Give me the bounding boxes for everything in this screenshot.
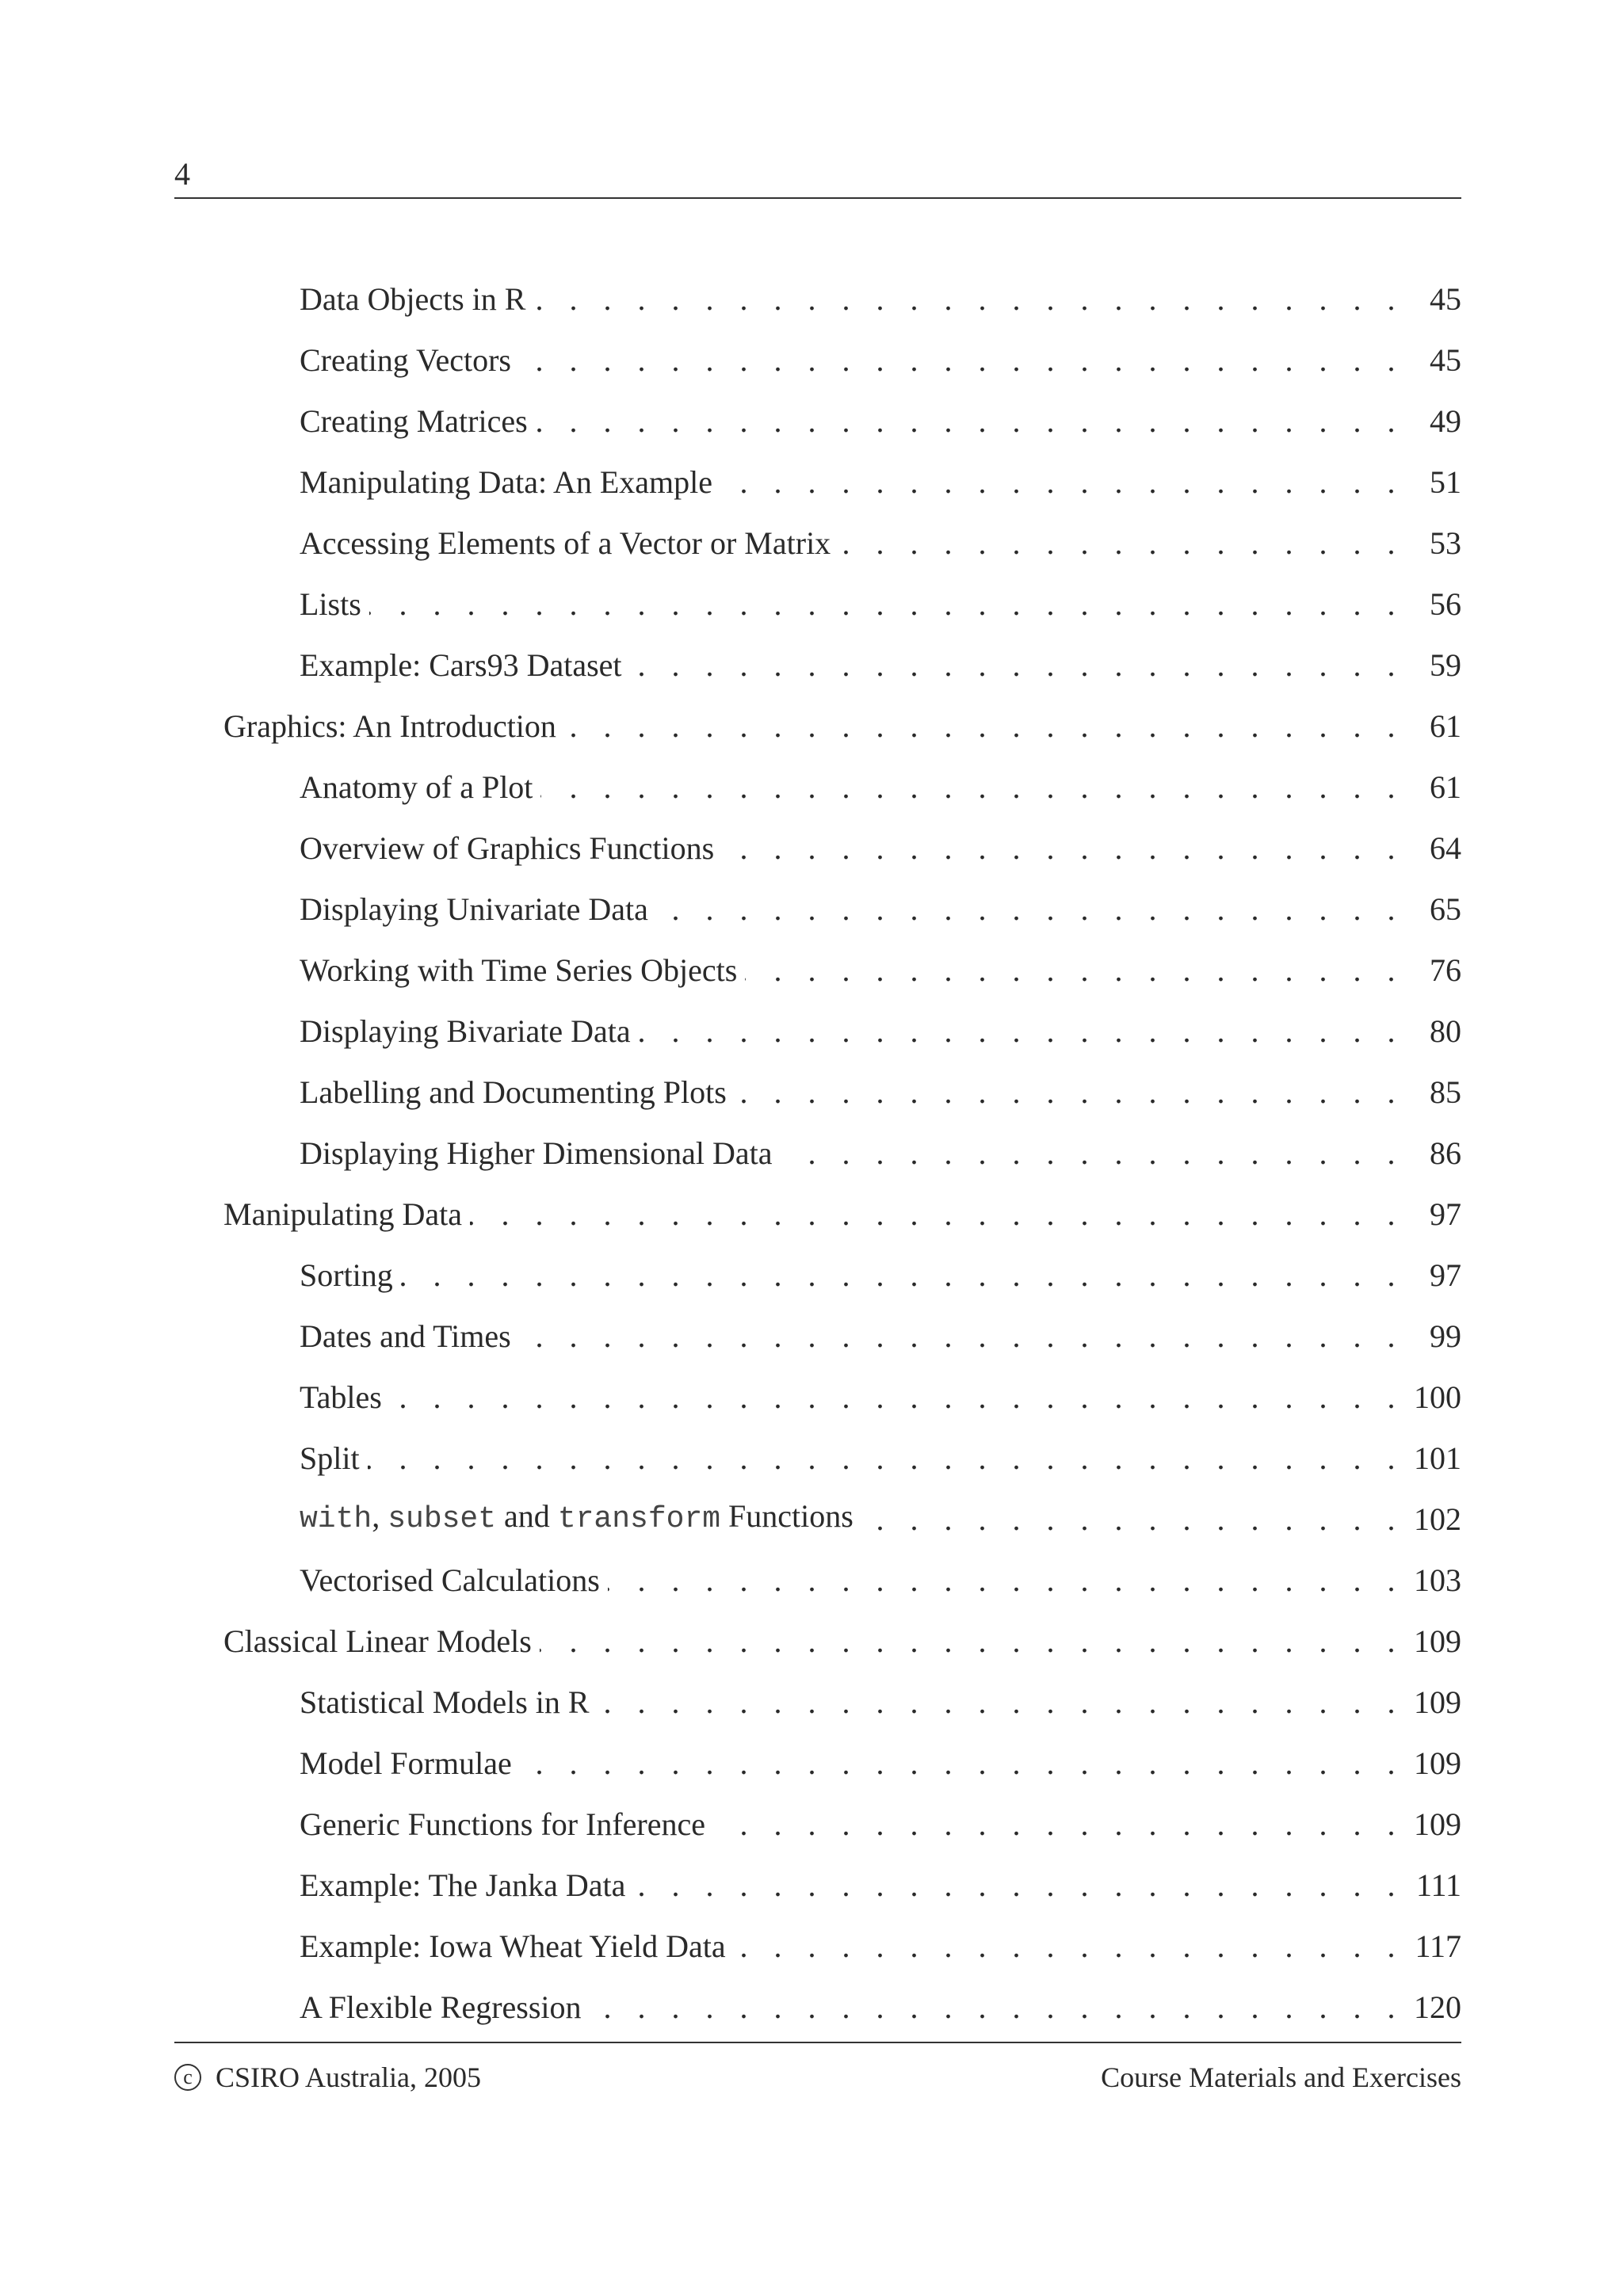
toc-entry-title: [300, 1684, 598, 1722]
title-text: Example: Cars93 Dataset: [300, 647, 622, 683]
title-text: Model Formulae: [300, 1745, 512, 1781]
toc-entry-title: [300, 1074, 735, 1112]
toc-entry[interactable]: [174, 746, 1461, 807]
title-text: Manipulating Data: An Example: [300, 464, 712, 500]
toc-leader-dots: [745, 952, 1404, 990]
toc-entry-title: [300, 1745, 520, 1783]
toc-entry-title: [223, 707, 564, 746]
title-text: Displaying Univariate Data: [300, 891, 648, 927]
title-text: Manipulating Data: [223, 1196, 463, 1232]
title-text: Vectorised Calculations: [300, 1562, 600, 1598]
toc-entry-title: [223, 1196, 470, 1234]
toc-entry[interactable]: [174, 1600, 1461, 1661]
toc-entry-title: [300, 1867, 633, 1905]
toc-leader-dots: [722, 830, 1404, 868]
toc-page-number: 86: [1430, 1135, 1461, 1171]
toc-entry-title: [300, 769, 540, 807]
toc-leader-dots: [656, 891, 1404, 929]
toc-leader-dots: [838, 524, 1404, 563]
toc-entry[interactable]: [174, 807, 1461, 868]
toc-leader-dots: [608, 1562, 1404, 1600]
toc-entry-title: [300, 1989, 590, 2027]
toc-entry[interactable]: [174, 685, 1461, 746]
toc-leader-dots: [536, 402, 1404, 441]
toc-leader-dots: [470, 1196, 1404, 1234]
title-text: Labelling and Documenting Plots: [300, 1074, 727, 1110]
toc-page-number: 100: [1414, 1379, 1461, 1415]
footer-copyright: [174, 2058, 481, 2096]
toc-page-number: 59: [1430, 647, 1461, 683]
toc-entry-title: [300, 1318, 519, 1356]
title-text: Functions: [720, 1498, 854, 1534]
toc-leader-dots: [564, 707, 1404, 746]
title-text: Lists: [300, 586, 361, 622]
toc-entry[interactable]: [174, 1844, 1461, 1905]
toc-entry-title: [300, 1562, 608, 1600]
toc-entry[interactable]: [174, 1661, 1461, 1722]
toc-entry-title: [300, 1379, 390, 1417]
toc-page-number: 103: [1414, 1562, 1461, 1598]
copyright-text: CSIRO Australia, 2005: [216, 2061, 482, 2093]
toc-leader-dots: [630, 646, 1404, 685]
title-text: Creating Matrices: [300, 403, 528, 439]
title-text: Accessing Elements of a Vector or Matrix: [300, 525, 831, 561]
toc-entry[interactable]: [174, 502, 1461, 563]
title-text: A Flexible Regression: [300, 1989, 582, 2025]
toc-page-number: 45: [1430, 342, 1461, 378]
toc-leader-dots: [520, 1745, 1404, 1783]
toc-entry[interactable]: [174, 1295, 1461, 1356]
toc-entry-title: [300, 830, 722, 868]
title-text: Working with Time Series Objects: [300, 952, 738, 988]
toc-entry-title: [300, 1257, 401, 1295]
toc-page-number: 45: [1430, 281, 1461, 317]
toc-entry[interactable]: [174, 441, 1461, 502]
toc-page-number: 61: [1430, 708, 1461, 744]
title-text: Split: [300, 1440, 360, 1476]
toc-entry[interactable]: [174, 1417, 1461, 1478]
toc-entry-title: [300, 891, 656, 929]
toc-leader-dots: [713, 1806, 1404, 1844]
title-text: Classical Linear Models: [223, 1623, 532, 1659]
toc-entry-title: [223, 1623, 540, 1661]
title-text: Tables: [300, 1379, 382, 1415]
toc-leader-dots: [390, 1379, 1404, 1417]
title-text: Overview of Graphics Functions: [300, 830, 715, 866]
title-text: and: [496, 1498, 558, 1534]
toc-leader-dots: [534, 280, 1405, 318]
toc-leader-dots: [720, 463, 1404, 502]
toc-page-number: 51: [1430, 464, 1461, 500]
toc-leader-dots: [781, 1135, 1404, 1173]
toc-page-number: 56: [1430, 586, 1461, 622]
toc-page-number: 109: [1414, 1806, 1461, 1842]
toc-entry[interactable]: [174, 1173, 1461, 1234]
toc-leader-dots: [633, 1867, 1404, 1905]
toc-entry-title: [300, 402, 536, 441]
toc-page-number: 109: [1414, 1623, 1461, 1659]
toc-leader-dots: [734, 1928, 1404, 1966]
toc-page-number: 101: [1414, 1440, 1461, 1476]
toc-entry[interactable]: [174, 1051, 1461, 1112]
toc-entry[interactable]: [174, 1539, 1461, 1600]
toc-leader-dots: [401, 1257, 1404, 1295]
toc-entry[interactable]: [174, 1905, 1461, 1966]
title-text: Data Objects in R: [300, 281, 526, 317]
toc-page-number: 61: [1430, 769, 1461, 805]
page-footer: [174, 2058, 1461, 2096]
toc-page-number: 64: [1430, 830, 1461, 866]
title-text: Generic Functions for Inference: [300, 1806, 705, 1842]
title-text: Sorting: [300, 1257, 393, 1293]
toc-entry[interactable]: [174, 1478, 1461, 1539]
toc-leader-dots: [735, 1074, 1404, 1112]
page-number: 4: [174, 156, 190, 192]
table-of-contents: [174, 257, 1461, 2027]
toc-entry[interactable]: [174, 1356, 1461, 1417]
toc-entry[interactable]: [174, 1783, 1461, 1844]
toc-leader-dots: [540, 1623, 1404, 1661]
toc-entry[interactable]: [174, 1966, 1461, 2027]
toc-entry[interactable]: [174, 379, 1461, 441]
toc-leader-dots: [519, 1318, 1404, 1356]
toc-entry[interactable]: [174, 624, 1461, 685]
toc-entry-title: [300, 585, 369, 624]
toc-entry-title: [300, 1013, 639, 1051]
toc-entry-title: [300, 463, 720, 502]
toc-page-number: 85: [1430, 1074, 1461, 1110]
title-text: Anatomy of a Plot: [300, 769, 533, 805]
title-text: ,: [372, 1498, 388, 1534]
toc-entry-title: [300, 952, 745, 990]
toc-entry[interactable]: [174, 990, 1461, 1051]
header-rule: [174, 197, 1461, 199]
title-text: Displaying Higher Dimensional Data: [300, 1135, 773, 1171]
copyright-icon: c: [174, 2064, 201, 2091]
toc-entry-title: [300, 646, 630, 685]
toc-leader-dots: [861, 1501, 1404, 1539]
title-text: Creating Vectors: [300, 342, 511, 378]
toc-page-number: 49: [1430, 403, 1461, 439]
toc-entry[interactable]: [174, 318, 1461, 379]
toc-entry[interactable]: [174, 257, 1461, 318]
toc-entry-title: [300, 524, 838, 563]
title-text: Dates and Times: [300, 1318, 511, 1354]
toc-entry[interactable]: [174, 1112, 1461, 1173]
toc-entry-title: [300, 341, 519, 379]
toc-page-number: 97: [1430, 1196, 1461, 1232]
toc-page-number: 109: [1414, 1745, 1461, 1781]
toc-page-number: 65: [1430, 891, 1461, 927]
title-text: Example: Iowa Wheat Yield Data: [300, 1928, 726, 1964]
toc-leader-dots: [590, 1989, 1404, 2027]
toc-page-number: 109: [1414, 1684, 1461, 1720]
toc-page-number: 97: [1430, 1257, 1461, 1293]
toc-leader-dots: [369, 585, 1404, 624]
toc-page-number: 111: [1415, 1867, 1461, 1903]
toc-page-number: 117: [1415, 1928, 1461, 1964]
toc-entry-title: [300, 1440, 368, 1478]
title-text: Statistical Models in R: [300, 1684, 590, 1720]
toc-leader-dots: [519, 341, 1404, 379]
toc-leader-dots: [639, 1013, 1404, 1051]
toc-leader-dots: [368, 1440, 1404, 1478]
toc-page-number: 99: [1430, 1318, 1461, 1354]
toc-entry[interactable]: [174, 563, 1461, 624]
toc-page-number: 53: [1430, 525, 1461, 561]
toc-page-number: 120: [1414, 1989, 1461, 2025]
code-term: transform: [557, 1502, 721, 1536]
toc-entry-title: [300, 280, 534, 318]
toc-page-number: 76: [1430, 952, 1461, 988]
toc-entry-title: [300, 1928, 734, 1966]
toc-entry[interactable]: [174, 1722, 1461, 1783]
code-term: with: [300, 1502, 372, 1536]
code-term: subset: [388, 1502, 497, 1536]
title-text: Graphics: An Introduction: [223, 708, 556, 744]
toc-page-number: 102: [1414, 1501, 1461, 1537]
toc-entry[interactable]: [174, 1234, 1461, 1295]
toc-page-number: 80: [1430, 1013, 1461, 1049]
toc-leader-dots: [598, 1684, 1404, 1722]
toc-entry-title: [300, 1806, 713, 1844]
toc-leader-dots: [540, 769, 1404, 807]
footer-rule: [174, 2042, 1461, 2043]
title-text: Displaying Bivariate Data: [300, 1013, 631, 1049]
toc-entry[interactable]: [174, 868, 1461, 929]
title-text: Example: The Janka Data: [300, 1867, 626, 1903]
toc-entry[interactable]: [174, 929, 1461, 990]
toc-entry-title: [300, 1135, 781, 1173]
footer-course-title: Course Materials and Exercises: [1101, 2061, 1461, 2093]
toc-entry-title: [300, 1497, 861, 1539]
